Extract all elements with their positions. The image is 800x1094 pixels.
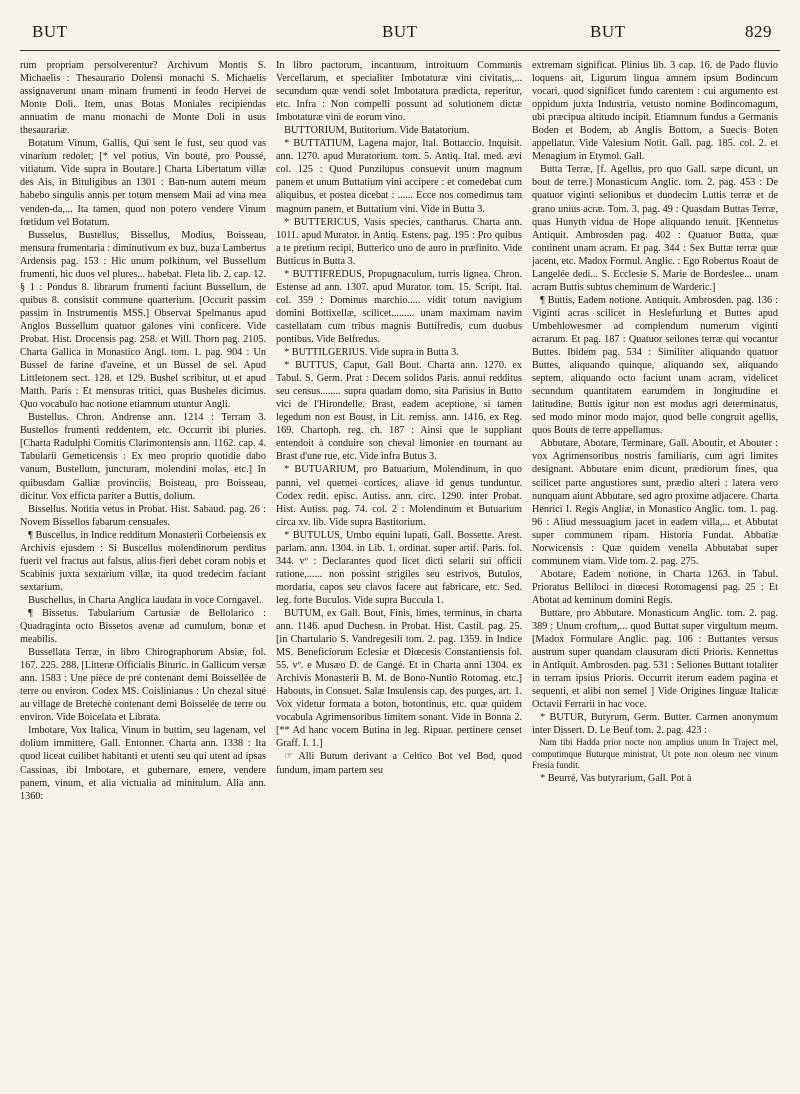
entry-paragraph: Bustellus. Chron. Andrense ann. 1214 : Terram 3. Bustellos frumenti reddentem, etc. Occurrit ibi pluries. [Charta Radulphi Comitis Clarimontensis ann. 1162. cap. 4. Tabularii Gemeticensis : Ex meo proprio quotidie dabo vanum, Bustellum, juncturam, molendini molas, etc.] In quibusdam Galliæ provinciis, Boisteau, pro Boisseau, dicitur. Vox efficta pariter a Buttis, dolium.: [20, 412, 266, 502]
entry-paragraph: * BUTTERICUS, Vasis species, cantharus. Charta ann. 1011. apud Murator. in Antiq. Estens. pag. 195 : Pro quibus a te pretium recipi, Butterico uno de auro in præfinito. Vide Butticus in Butta 3.: [276, 216, 522, 267]
entry-paragraph: Botatum Vinum, Gallis, Qui sent le fust, seu quod vas vinarium redolet; [* vel potius, Vin bouté, pro Poussé, vitiatum. Vide supra in Boutare.] Charta Libertatum villæ des Ais, in Bituligibus an 1301 : Ban-num autem meum habebo singulis annis per totum mensem Maii ad vina mea venden-da,... Ita tamen, quod non potero vendere Vinum fœtidum vel Botatum.: [20, 138, 266, 228]
entry-paragraph: Busselus, Bustellus, Bissellus, Modius, Boisseau, mensura frumentaria : diminutivum ex buz, buza Lambertus Ardensis pag. 153 : Hic unum polkinum, vel Bussellum frumenti, hic duos vel plures... habebat. Fleta lib. 2. cap. 12. § 1 : Pondus 8. librarum frumenti faciunt Bussellum, de quibus 8. consistit commune quarterium. [Occurit passim passim in Instrumentis MSS.] Observat Spelmanus apud Anglos Bussellum quatuor galones vini conficere. Vide Probat. Hist. Drocensis pag. 258. et Will. Thorn pag. 2105. Charta Gallica in Monastico Angl. tom. 1. pag. 904 : Un Bussel de farine d'aveine, et un Bussel de sel. Apud Littletonem sect. 128. et 129. Bushel scribitur, ut et apud Matth. Paris : Et mensuras tritici, quas Busheles dicimus. Quo vocabulo hac notione etiamnum utuntur Angli.: [20, 229, 266, 411]
running-head-right: BUT: [590, 22, 626, 41]
column-3: [532, 59, 778, 803]
column-1: [20, 59, 266, 803]
entry-paragraph: extremam significat. Plinius lib. 3 cap. 16. de Pado fluvio loquens ait, Ligurum lingua amnem ipsum Bodincum vocari, quod significet fundo carentem : cui argumento est oppidum juxta Industria, vetusto nomine Bodincomagum, ubi præcipua altitudo incipit. Etiamnum fundus a Germanis Boden et Bodem, ab Anglis Bottom, a Suecis Boten appellatur. Vide Valesium Notit. Gall. pag. 185. col. 2. et Menagium in Etymol. Gall.: [532, 60, 778, 163]
entry-paragraph: ¶ Buttis, Eadem notione. Antiquit. Ambrosden. pag. 136 : Viginti acras scilicet in Heslefurlung et Buttes apud Umbehlowesmer ad complendum numerum viginti acrarum. Et pag. 187 : Quatuor seilones terræ qui vocantur Buttes. Ibidem pag. 534 : Similiter aliquando quatuor Buttes, aliquando quinque, aliquando sex, aliquando septem, aliquando octo faciunt unam acram, videlicet secundum quantitatem earumdem in longitudine et latitudine. Buttis igitur non est modus agri determinatus, sed modo minor modo major, quod belle congruit agellis, quos Bouts de terre appellamus.: [532, 294, 778, 437]
running-head: [20, 14, 780, 51]
entry-paragraph: ¶ Buscellus, in Indice redditum Monasterii Corbeiensis ex Archivis ejusdem : Si Buscellus molendinorum perditus fuerit vel fractus aut falsus, alius fieri debet coram nobis et Scabinis juxta sextarium villæ, ita quod tredecim faciant sextarium.: [20, 529, 266, 593]
entry-paragraph: ☞ Alli Butum derivant a Celtico Bot vel Bod, quod fundum, imam partem seu: [276, 751, 522, 776]
verse-quote: Nam tibi Hadda prior nocte non amplius unum In Traject mel, computimque Buturque ministrat, Ut pote non oleum nec vinum Fresia fundit.: [532, 737, 778, 771]
entry-paragraph: Abbutare, Abotare, Terminare, Gall. Aboutir, et Abouter : vox Agrimensoribus nostris familiaris, cum agri limites designant. Abbutare enim dicunt, prædiorum fines, qua scilicet parte angustiores sunt, prædio alteri : latera vero nunquam aiunt Abbutare, sed agro proxime adjacere. Charta Henrici I. Regis Angliæ, in Monastico Anglic. tom. 1. pag. 96 : Aliud messuagium jacet in eadem villa,... et Abbutat super communem ripam. Historia Fundat. Abbatiæ Norwicensis : Quæ quidem venella Abbutabat super communem viam. Vide tom. 2. pag. 275.: [532, 438, 778, 567]
entry-paragraph: Butta Terræ, [f. Agellus, pro quo Gall. sæpe dicunt, un bout de terre.] Monasticum Anglic. tom. 2. pag. 453 : De quatuor viginti selionibus et duodecim Luttis terræ et de grano unius acræ. Tom. 3. pag. 49 : Quasdam Buttas Terræ, quas Hunyth vidua de Hope aliquando tenuit. [Kennetus Antiquit. Ambrosden pag. 402 : Quatuor Butta, quæ continent unam acram. Et pag. 344 : Sex Buttæ terræ quæ jacent, etc. Madox Formul. Anglic. : Ego Robertus Roaut de Langelée dedi... S. Ecclesie S. Marie de Bordeslee... unam acram Buttis subtus cheminum de Warderic.]: [532, 164, 778, 293]
entry-paragraph: * BUTTIFREDUS, Propugnaculum, turris lignea. Chron. Estense ad ann. 1307. apud Murator. tom. 15. Script. Ital. col. 359 : Dominus marchio..... vidit totum navigium domini Bottixellæ, scilicet......... unam maximam navim castellatam cum tribus magnis Buttifredis, cum duobus pontibus. Vide Belfredus.: [276, 268, 522, 345]
entry-paragraph: rum propriam persolverentur? Archivum Montis S. Michaelis : Thesaurario Dolensi monachi S. Michaelis assignaverunt unam minam frumenti in feodo Hervei de Monte Doli. Item, unas Botas Moniales recipiendas annuatim de manu monachi de Monte Doli in usus thesaurariæ.: [20, 60, 266, 137]
entry-paragraph: Bussellata Terræ, in libro Chirographorum Absiæ, fol. 167. 225. 288. [Litteræ Officialis Bituric. in Gallicum versæ ann. 1583 : Une pièce de pré contenant demi Boissellée de terre ou environ. Codex MS. Coislinianus : Un chezal situé au village de Bretechè contenant demi Boisselée de terre ou environ. Vide Boicelata et Librata.: [20, 647, 266, 724]
entry-paragraph: In libro pactorum, incantuum, introituum Communis Vercellarum, et specialiter Imbotaturæ vini civitatis,... secundum quæ vendi solet Imbotatura prædicta, reperitur, etc. Infra : Non compelli possunt ad solutionem dictæ Imbotaturæ vini de eorum vino.: [276, 60, 522, 124]
running-head-center: BUT: [382, 22, 418, 41]
entry-paragraph: Buttare, pro Abbutare. Monasticum Anglic. tom. 2. pag. 389 : Unum croftum,... quod Buttat super virgultum meum. [Madox Formulare Anglic. pag. 106 : Buttantes versus austrum super quandam clausuram dicti Prioris. Kennettus in Antiquit. Ambrosden. pag. 531 : Seliones Buttant totaliter in terram ipsius Prioris. Occurrit iterum eadem pagina et sequenti, et alibi non semel ] Vide Origines linguæ Italicæ Octavii Ferrarii in hac voce.: [532, 607, 778, 711]
entry-paragraph: * BUTUR, Butyrum, Germ. Butter. Carmen anonymum inter Dissert. D. Le Beuf tom. 2. pag. 423 :: [532, 712, 778, 737]
entry-paragraph: Imbotare, Vox Italica, Vinum in buttim, seu lagenam, vel dolium immittere, Gall. Entonner. Charta ann. 1338 : Ita quod liceat cuilibet habitanti et utenti seu qui utent ad ipsas Cassinas, ibi Imbotare, et gubernare, emere, vendere panem, vinum, et alia victualia ad minitulum. Alia ann. 1360:: [20, 725, 266, 802]
entry-paragraph: Bissellus. Notitia vetus in Probat. Hist. Sabaud. pag. 26 : Novem Bissellos fabarum censuales.: [20, 503, 266, 528]
entry-paragraph: * BUTULUS, Umbo equini lupati, Gall. Bossette. Arest. parlam. ann. 1304. in Lib. 1. ordinat. super artif. Paris. fol. 344. vº : Declarantes quod licet dicti selarii sui officii ratione,...... non possint strigiles seu estrivos, Butulos, mordaria, capos seu clavos facere aut fabricare, etc. Sed. leg. forte Buculos. Vide supra Buccula 1.: [276, 529, 522, 606]
text-columns: [20, 59, 780, 803]
entry-paragraph: BUTTORIUM, Butitorium. Vide Batatorium.: [284, 125, 470, 137]
entry-paragraph: * BUTTILGERIUS. Vide supra in Butta 3.: [284, 347, 459, 359]
entry-paragraph: * BUTTUS, Caput, Gall Bout. Charta ann. 1270. ex Tabul. S. Germ. Prat : Decem solidos Paris. annui redditus seu census........ supra quadam domo, sita Parisius in Butto vici de l'Hirondelle. Brast, eadem aceptione, si tamen legedum non est Boust, in Lit. remiss. ann. 1416. ex Reg. 169. Chartoph. reg. ch. 187 : Ainsi que le suppliant entendoit à conduire son cheval limonier en tournant au Brast d'une rue, etc. Vide infra Butus 3.: [276, 360, 522, 463]
entry-paragraph: BUTUM, ex Gall. Bout, Finis, limes, terminus, in charta ann. 1146. apud Duchesn. in Probat. Hist. Castil. pag. 25. [in Chartulario S. Vandregesili tom. 2. pag. 1359. in Indice MS. Beneficiorum Eclesiæ et Diœcesis Constantiensis fol. 55. vº. e Musæo D. de Cangé. Et in Charta anni 1304. ex Archivis Monasterii B. M. de Bono-Nuntio Rotomag. etc.] Habouts, in Consuet. Salæ Insulensis cap. des purges, art. 1. Vox videtur formata a boton, botontinus, etc. quæ quidem vocabula Agrimensoribus limitem sonant. Vide in Bonna 2. [** Ad hanc vocem Butina in leg. Ripuar. pertinere censet Graff. I. 1.]: [276, 607, 522, 750]
entry-paragraph: Abotare, Eadem notione, in Charta 1263. in Tabul. Prioratus Belliloci in diœcesi Rotomagensi pag. 25 : Et Abotat ad keminum domini Regis.: [532, 568, 778, 606]
entry-paragraph: * BUTUARIUM, pro Batuarium, Molendinum, in quo panni, vel quernei cortices, aliave id genus tunduntur. Codex redit. episc. Autiss. ann. circ. 1290. inter Probat. Hist. Autiss. pag. 74. col. 2 : Molendinum et Butuarium circa xv. lib. Vide supra Bastitorium.: [276, 464, 522, 528]
page-number: 829: [745, 22, 772, 41]
entry-paragraph: Buschellus, in Charta Anglica laudata in voce Corngavel.: [28, 594, 262, 606]
entry-paragraph: * Beurré, Vas butyrarium, Gall. Pot à: [540, 772, 692, 784]
entry-paragraph: ¶ Bissetus. Tabularium Cartusiæ de Bellolarico : Quadraginta octo Bissetos avenæ ad cumulum, bonæ et meabilis.: [20, 607, 266, 646]
column-2: [276, 59, 522, 803]
entry-paragraph: * BUTTATIUM, Lagena major, Ital. Bottaccio. Inquisit. ann. 1270. apud Muratorium. tom. 5. Antiq. Ital. med. ævi col. 125 : Quod Punzilupus consuevit unum magnum panem et unum Buttatium vini accipere : et comedebat cum aliquibus, et postea dicebat : ...... Ecce nos comedimus tam magnum panem, et Buttatium vini. Vide in Butta 3.: [276, 138, 522, 215]
running-head-left: BUT: [32, 22, 68, 41]
